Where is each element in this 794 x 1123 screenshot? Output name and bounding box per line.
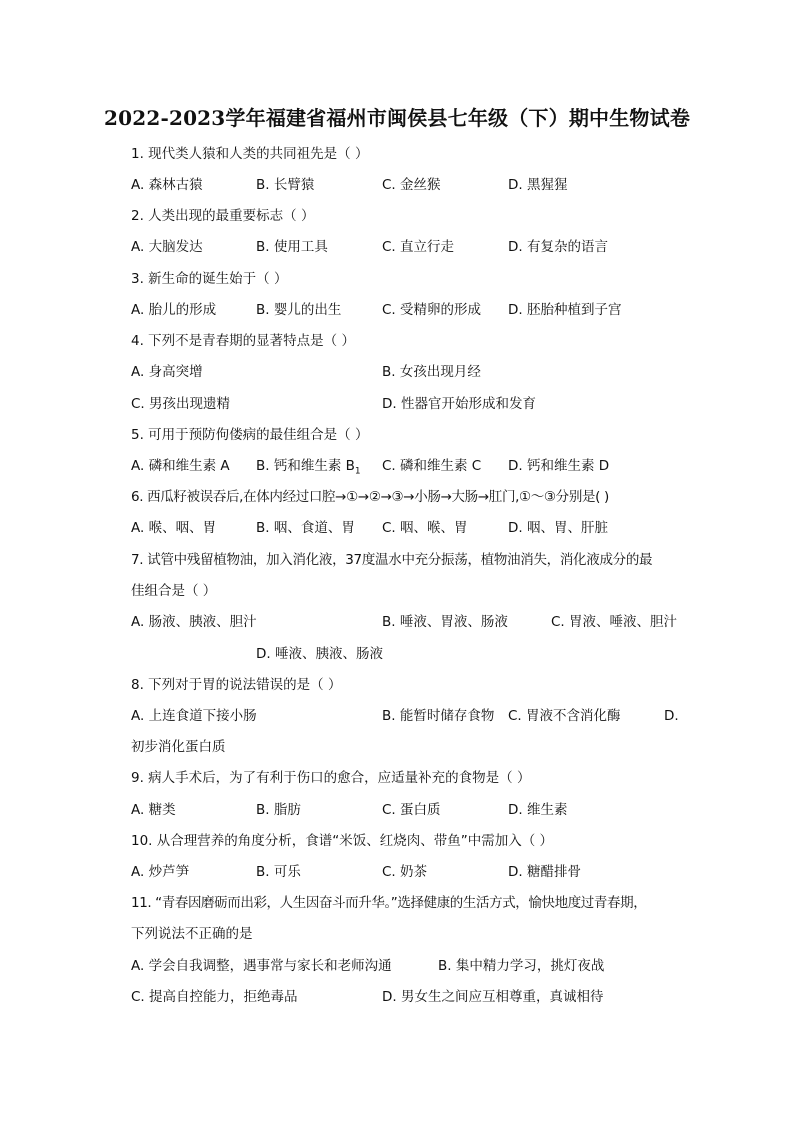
q11-option-d: D. 男女生之间应互相尊重，真诚相待 — [382, 989, 604, 1005]
q1-option-c: C. 金丝猴 — [382, 177, 441, 193]
question-4-stem: 4. 下列不是青春期的显著特点是（ ） — [131, 333, 355, 349]
q6-option-d: D. 咽、胃、肝脏 — [508, 520, 608, 536]
q7-option-d: D. 唾液、胰液、肠液 — [256, 646, 383, 662]
question-8-option-d-cont: 初步消化蛋白质 — [131, 739, 226, 755]
q11-option-b: B. 集中精力学习，挑灯夜战 — [438, 958, 605, 974]
q1-option-b: B. 长臂猿 — [256, 177, 315, 193]
question-11-stem-cont: 下列说法不正确的是 — [131, 926, 253, 942]
q5-option-c: C. 磷和维生素 C — [382, 458, 482, 474]
exam-title: 2022-2023学年福建省福州市闽侯县七年级（下）期中生物试卷 — [103, 106, 691, 130]
q3-option-c: C. 受精卵的形成 — [382, 302, 482, 318]
q6-option-b: B. 咽、食道、胃 — [256, 520, 355, 536]
q4-option-b: B. 女孩出现月经 — [382, 364, 481, 380]
q8-option-a: A. 上连食道下接小肠 — [131, 708, 257, 724]
question-2-stem: 2. 人类出现的最重要标志（ ） — [131, 208, 315, 224]
question-6-stem: 6. 西瓜籽被误吞后,在体内经过口腔→①→②→③→小肠→大肠→肛门,①～③分别是( ) — [131, 489, 609, 505]
q7-option-a: A. 肠液、胰液、胆汁 — [131, 614, 257, 630]
question-7-stem-cont: 佳组合是（ ） — [131, 583, 217, 599]
q4-option-c: C. 男孩出现遗精 — [131, 396, 231, 412]
q9-option-b: B. 脂肪 — [256, 802, 301, 818]
question-1-stem: 1. 现代类人猿和人类的共同祖先是（ ） — [131, 146, 369, 162]
q2-option-d: D. 有复杂的语言 — [508, 239, 608, 255]
q5-option-b-text: B. 钙和维生素 B — [256, 458, 355, 474]
q8-option-d: D. — [664, 708, 679, 724]
q10-option-c: C. 奶茶 — [382, 864, 428, 880]
q2-option-b: B. 使用工具 — [256, 239, 328, 255]
q1-option-a: A. 森林古猿 — [131, 177, 203, 193]
q1-option-d: D. 黑猩猩 — [508, 177, 568, 193]
question-7-stem: 7. 试管中残留植物油，加入消化液，37度温水中充分振荡，植物油消失，消化液成分的最 — [131, 552, 653, 568]
q5-option-b — [256, 457, 361, 481]
question-8-stem: 8. 下列对于胃的说法错误的是（ ） — [131, 677, 342, 693]
q6-option-c: C. 咽、喉、胃 — [382, 520, 468, 536]
q9-option-c: C. 蛋白质 — [382, 802, 441, 818]
q7-option-c: C. 胃液、唾液、胆汁 — [551, 614, 678, 630]
q9-option-a: A. 糖类 — [131, 802, 176, 818]
q5-option-d: D. 钙和维生素 D — [508, 458, 610, 474]
q11-option-c: C. 提高自控能力，拒绝毒品 — [131, 989, 298, 1005]
q2-option-a: A. 大脑发达 — [131, 239, 203, 255]
q10-option-d: D. 糖醋排骨 — [508, 864, 581, 880]
q3-option-d: D. 胚胎种植到子宫 — [508, 302, 622, 318]
q5-option-a: A. 磷和维生素 A — [131, 458, 230, 474]
q3-option-a: A. 胎儿的形成 — [131, 302, 217, 318]
q9-option-d: D. 维生素 — [508, 802, 568, 818]
q3-option-b: B. 婴儿的出生 — [256, 302, 342, 318]
q4-option-d: D. 性器官开始形成和发育 — [382, 396, 536, 412]
q10-option-b: B. 可乐 — [256, 864, 301, 880]
q8-option-b: B. 能暂时储存食物 — [382, 708, 495, 724]
q7-option-b: B. 唾液、胃液、肠液 — [382, 614, 508, 630]
question-11-stem: 11. “青春因磨砺而出彩，人生因奋斗而升华。”选择健康的生活方式，愉快地度过青春期， — [131, 895, 647, 911]
q5-option-b-subscript: 1 — [354, 466, 361, 477]
q4-option-a: A. 身高突增 — [131, 364, 203, 380]
q2-option-c: C. 直立行走 — [382, 239, 455, 255]
q10-option-a: A. 炒芦笋 — [131, 864, 190, 880]
question-10-stem: 10. 从合理营养的角度分析，食谱“米饭、红烧肉、带鱼”中需加入（ ） — [131, 833, 554, 849]
question-3-stem: 3. 新生命的诞生始于（ ） — [131, 271, 288, 287]
q8-option-c: C. 胃液不含消化酶 — [508, 708, 621, 724]
q6-option-a: A. 喉、咽、胃 — [131, 520, 217, 536]
q11-option-a: A. 学会自我调整，遇事常与家长和老师沟通 — [131, 958, 392, 974]
question-5-stem: 5. 可用于预防佝偻病的最佳组合是（ ） — [131, 427, 369, 443]
question-9-stem: 9. 病人手术后，为了有利于伤口的愈合，应适量补充的食物是（ ） — [131, 770, 531, 786]
